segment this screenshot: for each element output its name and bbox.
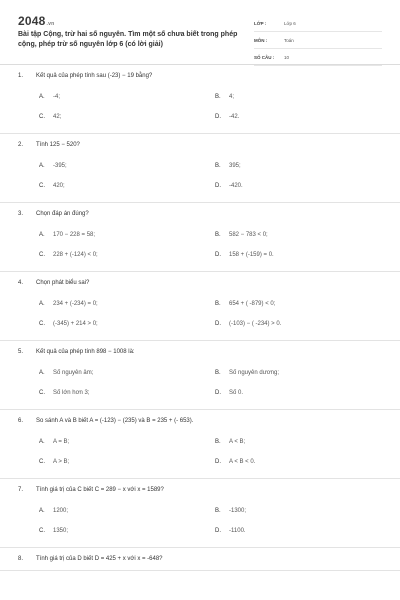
option-row: [0, 452, 400, 472]
option-b[interactable]: [215, 370, 279, 376]
option-text: Số nguyên dương;: [229, 370, 279, 376]
option-label: C.: [39, 321, 45, 327]
option-text: 234 + (-234) = 0;: [53, 301, 98, 307]
option-a[interactable]: [0, 232, 215, 238]
option-text: A < B;: [229, 439, 246, 445]
question-line: [0, 548, 400, 570]
option-label: A.: [39, 439, 45, 445]
option-d[interactable]: [215, 528, 246, 534]
question-text: Tính giá trị của C biết C = 289 − x với x = 1589?: [36, 487, 164, 493]
option-c[interactable]: [0, 183, 215, 189]
option-row: [0, 363, 400, 383]
option-label: C.: [39, 390, 45, 396]
question-line: [0, 479, 400, 501]
option-text: 654 + ( -879) < 0;: [229, 301, 276, 307]
option-c[interactable]: [0, 114, 215, 120]
question-spacer: [0, 403, 400, 409]
option-label: D.: [215, 321, 221, 327]
option-text: -420.: [229, 183, 243, 189]
meta-key: SỐ CÂU :: [254, 54, 275, 60]
option-label: B.: [215, 370, 221, 376]
option-text: (-345) + 214 > 0;: [53, 321, 98, 327]
question-number: 8.: [17, 556, 23, 562]
question-number: 6.: [17, 418, 23, 424]
option-row: [0, 383, 400, 403]
option-label: A.: [39, 94, 45, 100]
question-spacer: [0, 265, 400, 271]
question-text: Chọn phát biểu sai?: [36, 280, 90, 286]
option-label: D.: [215, 114, 221, 120]
option-c[interactable]: [0, 252, 215, 258]
option-row: [0, 521, 400, 541]
option-label: B.: [215, 232, 221, 238]
option-b[interactable]: [215, 232, 268, 238]
option-label: B.: [215, 301, 221, 307]
option-row: [0, 294, 400, 314]
question-list: [0, 65, 400, 571]
option-d[interactable]: [215, 252, 274, 258]
meta-value: 10: [284, 54, 290, 60]
option-label: C.: [39, 114, 45, 120]
option-c[interactable]: [0, 459, 215, 465]
option-b[interactable]: [215, 94, 234, 100]
question-line: [0, 272, 400, 294]
question-4: [0, 272, 400, 341]
option-text: (-103) − ( -234) > 0.: [229, 321, 282, 327]
question-text: Kết quả của phép tính sau (-23) − 19 bằng?: [36, 73, 153, 79]
question-text: Chọn đáp án đúng?: [36, 211, 89, 217]
option-text: 395;: [229, 163, 241, 169]
option-text: 1200;: [53, 508, 69, 514]
option-a[interactable]: [0, 94, 215, 100]
option-text: -1300;: [229, 508, 247, 514]
option-label: C.: [39, 183, 45, 189]
option-text: 582 − 783 < 0;: [229, 232, 268, 238]
option-d[interactable]: [215, 183, 243, 189]
question-number: 3.: [17, 211, 23, 217]
meta-info: [254, 15, 382, 66]
question-2: [0, 134, 400, 203]
question-number: 7.: [17, 487, 23, 493]
option-label: C.: [39, 459, 45, 465]
meta-value: Toán: [284, 37, 294, 43]
option-c[interactable]: [0, 321, 215, 327]
question-7: [0, 479, 400, 548]
question-number: 5.: [17, 349, 23, 355]
question-8: [0, 548, 400, 571]
meta-key: MÔN :: [254, 37, 268, 43]
question-spacer: [0, 334, 400, 340]
question-number: 1.: [17, 73, 23, 79]
option-label: B.: [215, 508, 221, 514]
option-c[interactable]: [0, 390, 215, 396]
option-label: D.: [215, 390, 221, 396]
option-text: -42.: [229, 114, 240, 120]
option-label: D.: [215, 459, 221, 465]
option-text: -4;: [53, 94, 61, 100]
logo-tld: .vn: [46, 21, 55, 27]
option-label: A.: [39, 370, 45, 376]
question-line: [0, 203, 400, 225]
option-a[interactable]: [0, 163, 215, 169]
option-label: D.: [215, 183, 221, 189]
option-text: 158 + (-159) = 0.: [229, 252, 274, 258]
option-text: A < B < 0.: [229, 459, 256, 465]
question-1: [0, 65, 400, 134]
option-label: C.: [39, 528, 45, 534]
option-text: 42;: [53, 114, 62, 120]
option-text: A > B;: [53, 459, 70, 465]
option-row: [0, 156, 400, 176]
option-text: -1100.: [229, 528, 246, 534]
question-5: [0, 341, 400, 410]
option-text: 1350;: [53, 528, 69, 534]
question-number: 4.: [17, 280, 23, 286]
question-text: Tính giá trị của D biết D = 425 + x với x = -648?: [36, 556, 163, 562]
option-row: [0, 225, 400, 245]
option-b[interactable]: [215, 301, 275, 307]
option-label: B.: [215, 439, 221, 445]
meta-row-subject: [254, 32, 382, 49]
question-text: Kết quả của phép tính 898 − 1008 là:: [36, 349, 135, 355]
option-label: D.: [215, 528, 221, 534]
option-row: [0, 176, 400, 196]
question-line: [0, 134, 400, 156]
option-a[interactable]: [0, 508, 215, 514]
option-b[interactable]: [215, 439, 245, 445]
question-spacer: [0, 541, 400, 547]
question-text: So sánh A và B biết A = (-123) − (235) và B = 235 + (- 653).: [36, 418, 194, 424]
question-number: 2.: [17, 142, 23, 148]
option-row: [0, 501, 400, 521]
option-label: A.: [39, 232, 45, 238]
page-title: Bài tập Cộng, trừ hai số nguyên. Tìm một số chưa biết trong phép cộng, phép trừ số nguyên lớp 6 (có lời giải): [18, 31, 238, 48]
option-label: D.: [215, 252, 221, 258]
question-spacer: [0, 196, 400, 202]
option-a[interactable]: [0, 370, 215, 376]
option-text: 228 + (-124) < 0;: [53, 252, 98, 258]
option-b[interactable]: [215, 508, 246, 514]
option-a[interactable]: [0, 301, 215, 307]
option-label: A.: [39, 508, 45, 514]
option-row: [0, 432, 400, 452]
option-text: 170 − 228 = 58;: [53, 232, 96, 238]
site-logo[interactable]: [18, 14, 54, 28]
option-text: Số 0.: [229, 390, 244, 396]
logo-text: 2048: [18, 14, 46, 28]
question-3: [0, 203, 400, 272]
meta-key: LỚP :: [254, 20, 267, 26]
option-d[interactable]: [215, 390, 243, 396]
option-d[interactable]: [215, 459, 255, 465]
option-d[interactable]: [215, 114, 239, 120]
option-text: -395;: [53, 163, 67, 169]
option-label: C.: [39, 252, 45, 258]
option-text: 420;: [53, 183, 65, 189]
option-label: B.: [215, 94, 221, 100]
meta-row-grade: [254, 15, 382, 32]
question-spacer: [0, 127, 400, 133]
option-text: A = B;: [53, 439, 70, 445]
question-line: [0, 341, 400, 363]
option-row: [0, 314, 400, 334]
option-label: A.: [39, 301, 45, 307]
option-text: Số lớn hơn 3;: [53, 390, 90, 396]
option-text: 4;: [229, 94, 235, 100]
option-a[interactable]: [0, 439, 215, 445]
option-row: [0, 107, 400, 127]
option-row: [0, 87, 400, 107]
question-line: [0, 65, 400, 87]
page-header: [0, 0, 400, 64]
option-b[interactable]: [215, 163, 241, 169]
meta-value: Lớp 6: [284, 20, 296, 26]
option-row: [0, 245, 400, 265]
option-d[interactable]: [215, 321, 281, 327]
option-text: Số nguyên âm;: [53, 370, 94, 376]
option-c[interactable]: [0, 528, 215, 534]
question-spacer: [0, 472, 400, 478]
question-line: [0, 410, 400, 432]
option-label: A.: [39, 163, 45, 169]
option-label: B.: [215, 163, 221, 169]
question-text: Tính 125 − 520?: [36, 142, 80, 148]
question-6: [0, 410, 400, 479]
